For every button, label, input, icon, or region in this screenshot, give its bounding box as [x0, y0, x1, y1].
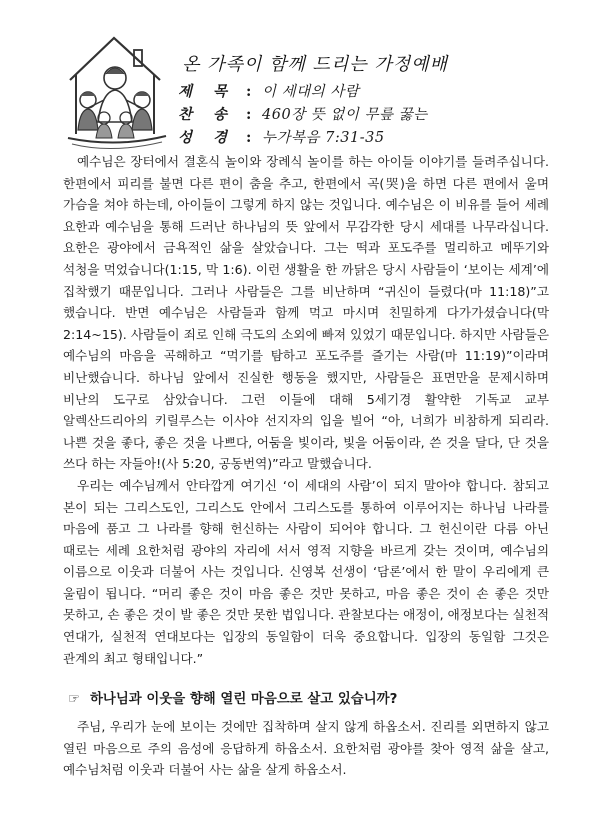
subject-label: 제 목	[178, 83, 236, 100]
subject-value: 이 세대의 사람	[262, 84, 360, 100]
reflection-question	[68, 688, 548, 707]
pointing-hand-icon: ☞	[68, 692, 81, 707]
scripture-colon: :	[246, 129, 252, 146]
scripture-row	[178, 126, 508, 149]
hymn-row	[178, 103, 508, 126]
subject-row	[178, 80, 508, 103]
closing-prayer: 주님, 우리가 눈에 보이는 것에만 집착하며 살지 않게 하옵소서. 진리를 외면하지 않고 열린 마음으로 주의 음성에 응답하게 하옵소서. 요한처럼 광야를 찾아 영적 삶을 살고, 예수님처럼 이웃과 더불어 사는 삶을 살게 하옵소서.	[63, 719, 549, 778]
hymn-value: 460장 뜻 없이 무릎 꿇는	[262, 107, 428, 123]
scripture-value: 누가복음 7:31-35	[262, 130, 385, 146]
sermon-body	[63, 151, 549, 669]
question-text: 하나님과 이웃을 향해 열린 마음으로 살고 있습니까?	[90, 692, 398, 707]
page-title: 온 가족이 함께 드리는 가정예배	[182, 54, 448, 75]
sermon-paragraph-2: 우리는 예수님께서 안타깝게 여기신 ‘이 세대의 사람’이 되지 말아야 합니다. 참되고 본이 되는 그리스도인, 그리스도 안에서 그리스도를 통하여 이루어지는 하나님 나라를 마음에 품고 그 나라를 향해 헌신하는 사람이 되어야 합니다. 그 헌신이란 다름 아닌 때로는 세례 요한처럼 광야의 자리에 서서 영적 지향을 바르게 갖는 것이며, 예수님의 이름으로 이웃과 더불어 사는 것입니다. 신영복 선생이 ‘담론’에서 한 말이 우리에게 큰 울림이 됩니다. “머리 좋은 것이 마음 좋은 것만 못하고, 마음 좋은 것이 손 좋은 것만 못하고, 손 좋은 것이 발 좋은 것만 못한 법입니다. 관찰보다는 애정이, 애정보다는 실천적 연대가, 실천적 연대보다는 입장의 동일함이 더욱 중요합니다. 입장의 동일함 그것은 관계의 최고 형태입니다.”	[63, 477, 549, 666]
hymn-label: 찬 송	[178, 106, 236, 123]
hymn-colon: :	[246, 106, 252, 123]
family-worship-illustration	[62, 30, 172, 158]
sermon-paragraph-1: 예수님은 장터에서 결혼식 놀이와 장례식 놀이를 하는 아이들 이야기를 들려주십니다. 한편에서 피리를 불면 다른 편이 춤을 추고, 한편에서 곡(哭)을 하면 다른 편에서 울며 가슴을 쳐야 하는데, 아이들이 그렇게 하지 않는 것입니다. 예수님은 이 비유를 들어 세례 요한과 예수님을 통해 드러난 하나님의 뜻 앞에서 무감각한 당시 세대를 나무라십니다. 요한은 광야에서 금욕적인 삶을 살았습니다. 그는 떡과 포도주를 멀리하고 메뚜기와 석청을 먹었습니다(1:15, 막 1:6). 이런 생활을 한 까닭은 당시 사람들이 ‘보이는 세계’에 집착했기 때문입니다. 그러나 사람들은 그를 비난하며 “귀신이 들렸다(마 11:18)”고 했습니다. 반면 예수님은 사람들과 함께 먹고 마시며 친밀하게 다가가셨습니다(막 2:14~15). 사람들이 죄로 인해 극도의 소외에 빠져 있었기 때문입니다. 하지만 사람들은 예수님의 마음을 곡해하고 “먹기를 탐하고 포도주를 즐기는 사람(마 11:19)”이라며 비난했습니다. 하나님 앞에서 진실한 행동을 했지만, 사람들은 표면만을 문제시하며 비난의 도구로 삼았습니다. 그런 이들에 대해 5세기경 활약한 기독교 교부 알렉산드리아의 키릴루스는 이사야 선지자의 입을 빌어 “아, 너희가 비참하게 되리라. 나쁜 것을 좋다, 좋은 것을 나쁘다, 어둠을 빛이라, 빛을 어둠이라, 쓴 것을 달다, 단 것을 쓰다 하는 자들아!(사 5:20, 공동번역)”라고 말했습니다.	[63, 154, 549, 472]
scripture-label: 성 경	[178, 129, 236, 146]
worship-meta	[178, 80, 508, 149]
subject-colon: :	[246, 83, 252, 100]
